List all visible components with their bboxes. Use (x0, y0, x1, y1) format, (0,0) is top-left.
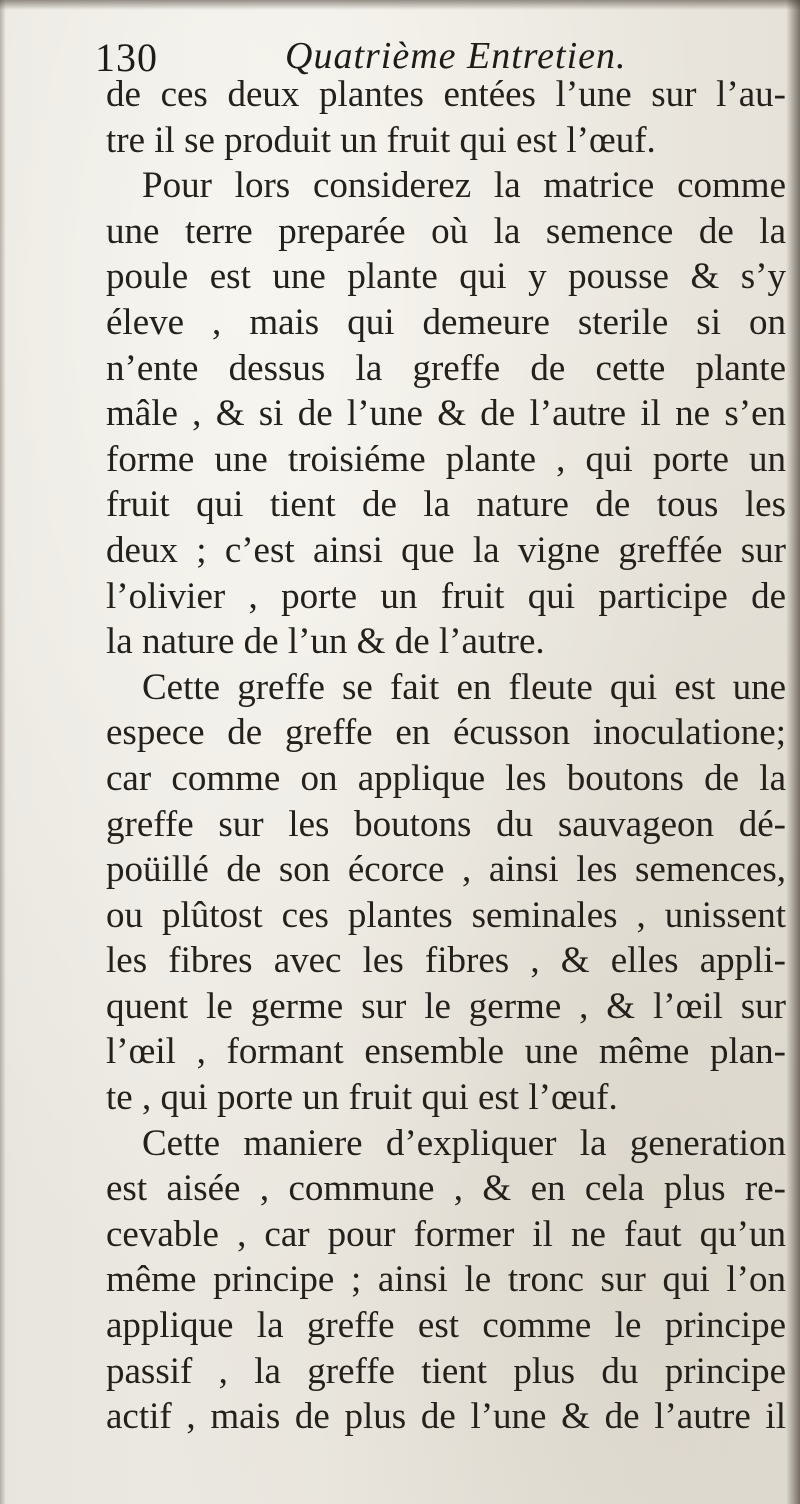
text-line: Cette maniere d’expliquer la generation (142, 1122, 786, 1164)
text-line: applique la greffe est comme le principe (106, 1305, 786, 1347)
running-title: Quatrième Entretien. (285, 35, 627, 77)
text-line: greffe sur les boutons du sauvageon dé- (106, 803, 786, 845)
text-line: poüillé de son écorce , ainsi les semences, (106, 849, 786, 891)
page-gutter-shadow (786, 0, 800, 1504)
text-line: mâle , & si de l’une & de l’autre il ne s’en (106, 393, 786, 435)
text-line: te , qui porte un fruit qui est l’œuf. (106, 1077, 618, 1119)
text-line: n’ente dessus la greffe de cette plante (106, 347, 786, 389)
text-line: espece de greffe en écusson inoculatione; (106, 712, 786, 754)
page-top-shadow (0, 0, 800, 10)
text-line: poule est une plante qui y pousse & s’y (106, 256, 786, 298)
text-line: éleve , mais qui demeure sterile si on (106, 301, 786, 343)
text-line: Cette greffe se fait en fleute qui est une (142, 666, 786, 708)
text-line: car comme on applique les boutons de la (106, 757, 786, 799)
text-line: une terre preparée où la semence de la (106, 210, 786, 252)
text-line: tre il se produit un fruit qui est l’œuf. (106, 119, 656, 161)
text-line: ou plûtost ces plantes seminales , unissent (106, 894, 786, 936)
text-line: la nature de l’un & de l’autre. (106, 621, 545, 663)
text-line: de ces deux plantes entées l’une sur l’au- (106, 74, 786, 115)
text-line: Pour lors considerez la matrice comme (142, 165, 786, 207)
body-text (106, 72, 786, 1440)
text-line: actif , mais de plus de l’une & de l’autre il (106, 1396, 786, 1438)
text-line: cevable , car pour former il ne faut qu’un (106, 1213, 786, 1255)
page-number: 130 (95, 35, 158, 80)
text-line: forme une troisiéme plante , qui porte un (106, 438, 786, 480)
text-line: passif , la greffe tient plus du principe (106, 1350, 786, 1392)
text-line: deux ; c’est ainsi que la vigne greffée sur (106, 529, 786, 571)
text-line: l’œil , formant ensemble une même plan- (106, 1031, 786, 1073)
page-left-edge (0, 0, 6, 1504)
text-line: même principe ; ainsi le tronc sur qui l’on (106, 1259, 786, 1301)
text-line: l’olivier , porte un fruit qui participe de (106, 575, 786, 617)
text-line: fruit qui tient de la nature de tous les (106, 484, 786, 526)
text-line: quent le germe sur le germe , & l’œil sur (106, 985, 786, 1027)
text-line: est aisée , commune , & en cela plus re- (106, 1168, 786, 1210)
text-line: les fibres avec les fibres , & elles appli- (106, 940, 786, 982)
